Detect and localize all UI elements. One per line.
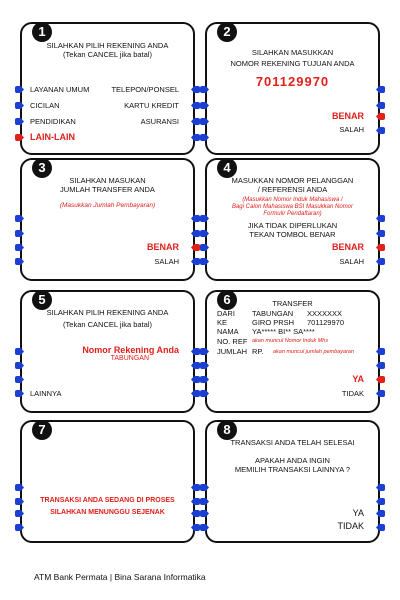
screen-title: SILAHKAN PILIH REKENING ANDA bbox=[46, 308, 169, 317]
side-key-left-3[interactable] bbox=[200, 244, 209, 251]
step-number-badge: 4 bbox=[217, 158, 237, 178]
side-key-left-4[interactable] bbox=[200, 524, 209, 531]
menu-item-cicilan[interactable]: CICILAN bbox=[30, 101, 60, 110]
ya-option[interactable]: YA bbox=[352, 508, 364, 518]
atm-screen-4 bbox=[205, 158, 380, 281]
reference-hint-line-3: Formulir Pendaftaran) bbox=[263, 211, 322, 217]
side-key-right-2[interactable] bbox=[376, 102, 385, 109]
side-key-right-4[interactable] bbox=[191, 390, 200, 397]
atm-screen-6 bbox=[205, 290, 380, 413]
benar-option[interactable]: BENAR bbox=[146, 242, 179, 252]
benar-option[interactable]: BENAR bbox=[331, 111, 364, 121]
dari-label: DARI bbox=[217, 309, 235, 318]
atm-screen-5 bbox=[20, 290, 195, 413]
side-key-right-3[interactable] bbox=[191, 376, 200, 383]
side-key-right-4[interactable] bbox=[376, 524, 385, 531]
salah-option[interactable]: SALAH bbox=[339, 125, 364, 134]
step-number-badge: 5 bbox=[32, 290, 52, 310]
side-key-left-1[interactable] bbox=[200, 484, 209, 491]
jumlah-unit: RP. bbox=[252, 347, 264, 356]
ke-label: KE bbox=[217, 318, 228, 327]
side-key-right-4[interactable] bbox=[376, 390, 385, 397]
side-key-left-1[interactable] bbox=[15, 348, 24, 355]
ya-option[interactable]: YA bbox=[352, 374, 364, 384]
side-key-right-1[interactable] bbox=[191, 348, 200, 355]
side-key-left-2[interactable] bbox=[15, 362, 24, 369]
atm-screen-1 bbox=[20, 22, 195, 155]
side-key-right-3[interactable] bbox=[376, 376, 385, 383]
side-key-right-4[interactable] bbox=[191, 524, 200, 531]
side-key-left-4[interactable] bbox=[200, 390, 209, 397]
ke-type: GIRO PRSH bbox=[252, 318, 295, 327]
menu-item-pendidikan[interactable]: PENDIDIKAN bbox=[30, 117, 76, 126]
side-key-right-2[interactable] bbox=[376, 362, 385, 369]
side-key-left-3[interactable] bbox=[15, 376, 24, 383]
processing-message-line-1: TRANSAKSI ANDA SEDANG DI PROSES bbox=[40, 497, 175, 504]
screen-title: TRANSFER bbox=[272, 299, 313, 308]
ref-note: akan muncul Nomor Induk Mhs bbox=[252, 338, 329, 344]
side-key-right-2[interactable] bbox=[376, 498, 385, 505]
ref-label: NO. REF bbox=[217, 337, 248, 346]
side-key-left-4[interactable] bbox=[15, 258, 24, 265]
side-key-left-3[interactable] bbox=[200, 118, 209, 125]
side-key-right-3[interactable] bbox=[191, 118, 200, 125]
screen-title: SILAHKAN MASUKKAN bbox=[251, 48, 334, 57]
salah-option[interactable]: SALAH bbox=[154, 257, 179, 266]
screen-subtitle: (Tekan CANCEL jika batal) bbox=[63, 50, 152, 59]
side-key-left-2[interactable] bbox=[200, 102, 209, 109]
side-key-left-1[interactable] bbox=[15, 86, 24, 93]
dari-type: TABUNGAN bbox=[252, 309, 294, 318]
atm-screen-7 bbox=[20, 420, 195, 543]
reference-hint-line-1: (Masukkan Nomor Induk Mahasiswa / bbox=[242, 197, 343, 203]
screen-title: TRANSAKSI ANDA TELAH SELESAI bbox=[230, 438, 355, 447]
side-key-right-4[interactable] bbox=[376, 127, 385, 134]
footer-caption: ATM Bank Permata | Bina Sarana Informatika bbox=[34, 572, 206, 582]
side-key-right-1[interactable] bbox=[191, 484, 200, 491]
side-key-right-4[interactable] bbox=[191, 134, 200, 141]
side-key-right-1[interactable] bbox=[376, 484, 385, 491]
jumlah-note: akan muncul jumlah pembayaran bbox=[273, 349, 355, 355]
step-number-badge: 6 bbox=[217, 290, 237, 310]
side-key-right-3[interactable] bbox=[376, 244, 385, 251]
side-key-left-4[interactable] bbox=[200, 134, 209, 141]
nama-value: YA***** BI** SA**** bbox=[252, 327, 315, 336]
amount-hint: (Masukkan Jumlah Pembayaran) bbox=[59, 202, 156, 209]
skip-note-line-2: TEKAN TOMBOL BENAR bbox=[249, 230, 336, 239]
side-key-left-1[interactable] bbox=[200, 348, 209, 355]
side-key-left-2[interactable] bbox=[200, 498, 209, 505]
side-key-right-1[interactable] bbox=[376, 348, 385, 355]
side-key-left-3[interactable] bbox=[15, 118, 24, 125]
side-key-right-3[interactable] bbox=[191, 244, 200, 251]
reference-hint-line-2: Bagi Calon Mahasiswa BSI Masukkan Nomor bbox=[231, 204, 354, 210]
question-line-2: MEMILIH TRANSAKSI LAINNYA ? bbox=[234, 465, 351, 474]
processing-message-line-2: SILAHKAN MENUNGGU SEJENAK bbox=[50, 509, 165, 516]
side-key-right-4[interactable] bbox=[376, 258, 385, 265]
side-key-left-2[interactable] bbox=[15, 230, 24, 237]
side-key-left-1[interactable] bbox=[15, 484, 24, 491]
menu-item-lain-lain[interactable]: LAIN-LAIN bbox=[30, 132, 75, 142]
side-key-left-4[interactable] bbox=[200, 258, 209, 265]
ke-value: 701129970 bbox=[307, 318, 344, 327]
jumlah-label: JUMLAH bbox=[217, 347, 248, 356]
side-key-left-3[interactable] bbox=[200, 510, 209, 517]
tidak-option[interactable]: TIDAK bbox=[337, 521, 364, 531]
salah-option[interactable]: SALAH bbox=[339, 257, 364, 266]
step-number-badge: 2 bbox=[217, 22, 237, 42]
side-key-right-2[interactable] bbox=[191, 362, 200, 369]
atm-screen-8 bbox=[205, 420, 380, 543]
nama-label: NAMA bbox=[217, 327, 239, 336]
own-account-option[interactable]: Nomor Rekening Anda bbox=[82, 345, 179, 355]
side-key-left-4[interactable] bbox=[15, 524, 24, 531]
side-key-left-3[interactable] bbox=[200, 376, 209, 383]
destination-account-number: 701129970 bbox=[255, 74, 330, 89]
screen-title: SILAHKAN PILIH REKENING ANDA bbox=[46, 41, 169, 50]
screen-subtitle: / REFERENSI ANDA bbox=[257, 185, 328, 194]
menu-item-asuransi[interactable]: ASURANSI bbox=[140, 117, 179, 126]
menu-item-layanan-umum[interactable]: LAYANAN UMUM bbox=[30, 85, 90, 94]
own-account-type: TABUNGAN bbox=[110, 355, 149, 362]
side-key-right-1[interactable] bbox=[191, 86, 200, 93]
side-key-left-2[interactable] bbox=[200, 362, 209, 369]
side-key-right-3[interactable] bbox=[376, 113, 385, 120]
side-key-left-3[interactable] bbox=[15, 244, 24, 251]
step-number-badge: 7 bbox=[32, 420, 52, 440]
lainnya-option[interactable]: LAINNYA bbox=[30, 389, 62, 398]
side-key-right-1[interactable] bbox=[191, 215, 200, 222]
side-key-left-4[interactable] bbox=[15, 390, 24, 397]
side-key-right-3[interactable] bbox=[376, 510, 385, 517]
screen-subtitle: (Tekan CANCEL jika batal) bbox=[63, 320, 152, 329]
atm-screen-2 bbox=[205, 22, 380, 155]
screen-subtitle: NOMOR REKENING TUJUAN ANDA bbox=[230, 59, 355, 68]
screen-title: SILAHKAN MASUKAN bbox=[69, 176, 146, 185]
step-number-badge: 1 bbox=[32, 22, 52, 42]
side-key-right-2[interactable] bbox=[191, 102, 200, 109]
side-key-left-4[interactable] bbox=[15, 134, 24, 141]
step-number-badge: 3 bbox=[32, 158, 52, 178]
menu-item-kartu-kredit[interactable]: KARTU KREDIT bbox=[124, 101, 179, 110]
screen-title: MASUKKAN NOMOR PELANGGAN bbox=[231, 176, 354, 185]
side-key-right-4[interactable] bbox=[191, 258, 200, 265]
side-key-left-2[interactable] bbox=[15, 102, 24, 109]
step-number-badge: 8 bbox=[217, 420, 237, 440]
question-line-1: APAKAH ANDA INGIN bbox=[255, 456, 330, 465]
dari-value: XXXXXXX bbox=[307, 309, 343, 318]
atm-screen-3 bbox=[20, 158, 195, 281]
side-key-right-2[interactable] bbox=[191, 230, 200, 237]
tidak-option[interactable]: TIDAK bbox=[341, 389, 364, 398]
skip-note-line-1: JIKA TIDAK DIPERLUKAN bbox=[247, 221, 338, 230]
menu-item-telepon-ponsel[interactable]: TELEPON/PONSEL bbox=[111, 85, 179, 94]
screen-subtitle: JUMLAH TRANSFER ANDA bbox=[60, 185, 155, 194]
side-key-left-1[interactable] bbox=[15, 215, 24, 222]
benar-option[interactable]: BENAR bbox=[331, 242, 364, 252]
